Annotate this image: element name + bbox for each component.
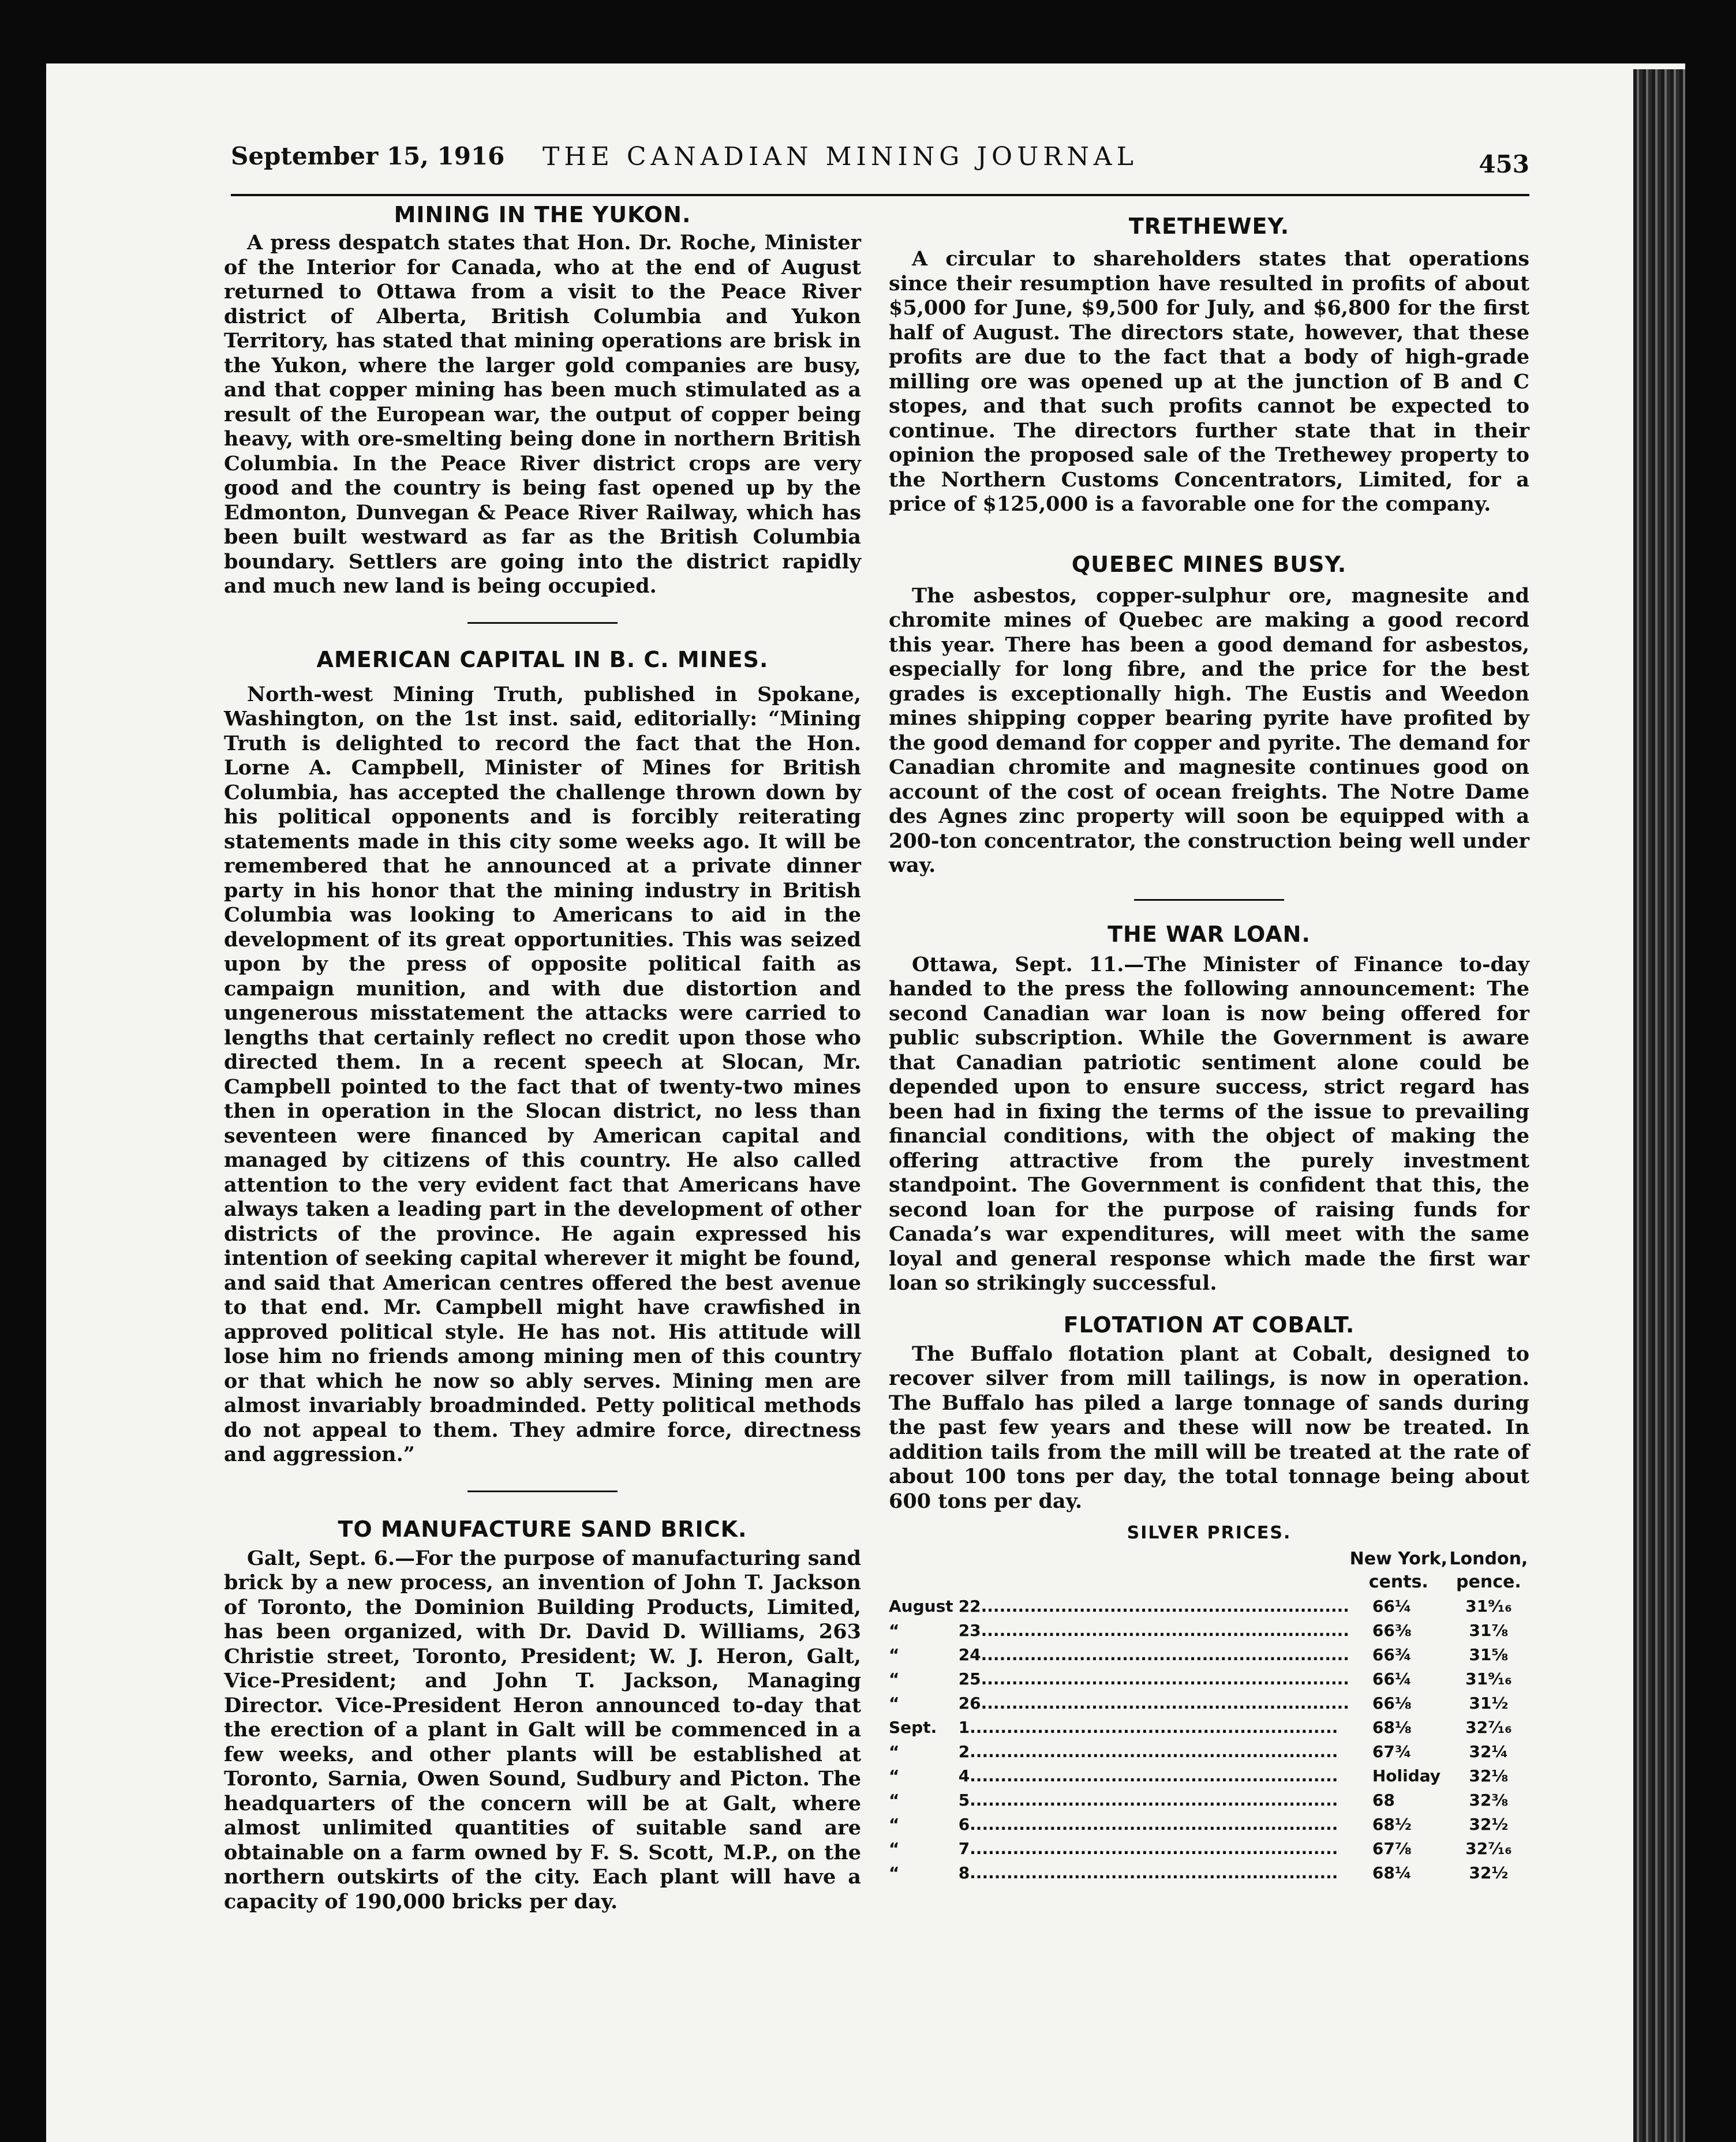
article-separator [467,1491,618,1492]
dot-leader: ............................................................ [981,1669,1349,1688]
row-day: 8 [958,1863,970,1882]
article-body-flotation: The Buffalo flotation plant at Cobalt, designed to recover silver from mill tailings, is now in operation. The Buffalo has piled a large tonnage of sands during the past few years and these will now be treated. In addition tails from the mill will be treated at the rate of about 100 tons per day, the total tonnage being about 600 tons per day. [889,1342,1529,1513]
column-header-london [1448,1548,1529,1594]
row-month: “ [889,1790,900,1810]
row-london-price: 32¼ [1469,1742,1509,1761]
running-header [231,137,1529,178]
row-london-price: 31⁹⁄₁₆ [1465,1596,1512,1616]
article-title-yukon: MINING IN THE YUKON. [394,202,691,227]
row-new-york-price: 68½ [1372,1814,1412,1834]
row-day: 2 [958,1742,970,1761]
row-london-price: 32½ [1469,1863,1509,1882]
article-title-trethewey: TRETHEWEY. [1128,214,1290,239]
article-body-american-capital: North-west Mining Truth, published in Spokane, Washington, on the 1st inst. said, editorially: “Mining Truth is delighted to record the fact that the Hon. Lorne A. Campbell, Minister of Mines for British Columbia, has accepted the challenge thrown down by his political opponents and is forcibly reiterating statements made in this city some weeks ago. It will be remembered that he announced at a private dinner party in his honor that the mining industry in British Columbia was looking to Americans to aid in the development of its great opportunities. This was seized upon by the press of opposite political faith as campaign munition, and with due distortion and ungenerous misstatement the attacks were carried to lengths that certainly reflect no credit upon those who directed them. In a recent speech at Slocan, Mr. Campbell pointed to the fact that of twenty-two mines then in operation in the Slocan district, no less than seventeen were financed by American capital and managed by citizens of this country. He also called attention to the very evident fact that Americans have always taken a leading part in the development of other districts of the province. He again expressed his intention of seeking capital wherever it might be found, and said that American centres offered the best avenue to that end. Mr. Campbell might have crawfished in approved political style. He has not. His attitude will lose him no friends among mining men of this country or that which he now so ably serves. Mining men are almost invariably broadminded. Petty political methods do not appeal to them. They admire force, directness and aggression.” [224,682,861,1466]
row-new-york-price: 66⅛ [1372,1693,1412,1713]
journal-title: THE CANADIAN MINING JOURNAL [542,142,1138,171]
row-new-york-price: 68⅛ [1372,1717,1412,1737]
article-body-quebec: The asbestos, copper-sulphur ore, magnesite and chromite mines of Quebec are making a good record this year. There has been a good demand for asbestos, especially for long fibre, and the price for the best grades is exceptionally high. The Eustis and Weedon mines shipping copper bearing pyrite have profited by the good demand for copper and pyrite. The demand for Canadian chromite and magnesite continues good on account of the cost of ocean freights. The Notre Dame des Agnes zinc property will soon be equipped with a 200-ton concentrator, the construction being well under way. [889,583,1529,877]
row-month: “ [889,1620,900,1640]
row-month: “ [889,1766,900,1785]
row-month: “ [889,1693,900,1713]
silver-prices-section [889,1523,1529,1885]
silver-prices-title: SILVER PRICES. [1127,1523,1292,1543]
article-body-trethewey: A circular to shareholders states that operations since their resumption have resulted in profits of about $5,000 for June, $9,500 for July, and $6,800 for the first half of August. The directors state, however, that these profits are due to the fact that a body of high-grade milling ore was opened up at the junction of B and C stopes, and that such profits cannot be expected to continue. The directors further state that in their opinion the proposed sale of the Trethewey property to the Northern Customs Concentrators, Limited, for a price of $125,000 is a favorable one for the company. [889,247,1529,516]
row-london-price: 31½ [1469,1693,1509,1713]
row-day: 5 [958,1790,970,1810]
table-row [889,1691,1529,1715]
article-separator [467,622,618,624]
row-new-york-price: 67¾ [1372,1742,1412,1761]
dot-leader: ............................................................ [970,1863,1338,1882]
table-row [889,1594,1529,1618]
row-month: “ [889,1814,900,1834]
right-column [889,214,1529,1885]
row-london-price: 31⅝ [1469,1645,1509,1664]
book-gutter [1633,69,1685,2142]
row-new-york-price: 66¼ [1372,1596,1412,1616]
table-row [889,1667,1529,1691]
dot-leader: ............................................................ [970,1717,1338,1737]
dot-leader: ............................................................ [970,1766,1338,1785]
row-new-york-price: 68¼ [1372,1863,1412,1882]
dot-leader: ............................................................ [970,1742,1338,1761]
row-day: 23 [958,1620,981,1640]
table-row [889,1715,1529,1739]
row-month: August [889,1596,953,1616]
row-day: 24 [958,1645,981,1664]
article-title-quebec: QUEBEC MINES BUSY. [1071,551,1347,577]
row-day: 6 [958,1814,970,1834]
article-body-yukon: A press despatch states that Hon. Dr. Roche, Minister of the Interior for Canada, who at the end of August returned to Ottawa from a visit to the Peace River district of Alberta, British Columbia and Yukon Territory, has stated that mining operations are brisk in the Yukon, where the larger gold companies are busy, and that copper mining has been much stimulated as a result of the European war, the output of copper being heavy, with ore-smelting being done in northern British Columbia. In the Peace River district crops are very good and the country is being fast opened up by the Edmonton, Dunvegan & Peace River Railway, which has been built westward as far as the British Columbia boundary. Settlers are going into the district rapidly and much new land is being occupied. [224,231,861,598]
left-column [224,202,861,1914]
article-title-flotation: FLOTATION AT COBALT. [1063,1312,1355,1338]
dot-leader: ............................................................ [981,1620,1349,1640]
dot-leader: ............................................................ [970,1790,1338,1810]
row-new-york-price: Holiday [1372,1766,1441,1785]
row-london-price: 32½ [1469,1814,1509,1834]
row-day: 25 [958,1669,981,1688]
table-row [889,1812,1529,1836]
column-header-new-york-line2: cents. [1368,1572,1428,1592]
column-header-new-york-line1: New York, [1349,1549,1447,1569]
row-month: “ [889,1645,900,1664]
row-london-price: 31⅞ [1469,1620,1509,1640]
table-row [889,1860,1529,1885]
row-month: “ [889,1863,900,1882]
article-body-sand-brick: Galt, Sept. 6.—For the purpose of manufacturing sand brick by a new process, an invention of John T. Jackson of Toronto, the Dominion Building Products, Limited, has been organized, with Dr. David D. Williams, 263 Christie street, Toronto, President; W. J. Heron, Galt, Vice-President; and John T. Jackson, Managing Director. Vice-President Heron announced to-day that the erection of a plant in Galt will be commenced in a few weeks, and other plants will be established at Toronto, Sarnia, Owen Sound, Sudbury and Picton. The headquarters of the concern will be at Galt, where almost unlimited quantities of suitable sand are obtainable on a farm owned by F. S. Scott, M.P., on the northern outskirts of the city. Each plant will have a capacity of 190,000 bricks per day. [224,1546,861,1913]
row-month: Sept. [889,1717,937,1737]
column-header-new-york [1349,1548,1448,1594]
row-day: 26 [958,1693,981,1713]
page-number: 453 [1479,150,1529,178]
table-row [889,1836,1529,1860]
table-row [889,1739,1529,1763]
dot-leader: ............................................................ [970,1814,1338,1834]
issue-date: September 15, 1916 [231,142,505,170]
row-london-price: 32⁷⁄₁₆ [1465,1838,1512,1858]
table-row [889,1788,1529,1812]
row-new-york-price: 66¼ [1372,1669,1412,1688]
row-new-york-price: 66⅜ [1372,1620,1412,1640]
row-new-york-price: 67⅞ [1372,1838,1412,1858]
dot-leader: ............................................................ [981,1693,1349,1713]
row-london-price: 32⅛ [1469,1766,1509,1785]
article-title-american-capital: AMERICAN CAPITAL IN B. C. MINES. [316,646,769,672]
row-month: “ [889,1838,900,1858]
column-header-london-line2: pence. [1456,1572,1521,1592]
article-title-sand-brick: TO MANUFACTURE SAND BRICK. [338,1516,747,1542]
header-rule [231,194,1529,196]
row-month: “ [889,1669,900,1688]
row-month: “ [889,1742,900,1761]
silver-prices-table [889,1548,1529,1885]
row-london-price: 32⅜ [1469,1790,1509,1810]
table-row [889,1642,1529,1667]
row-new-york-price: 66¾ [1372,1645,1412,1664]
dot-leader: ............................................................ [981,1645,1349,1664]
table-row [889,1763,1529,1788]
row-new-york-price: 68 [1372,1790,1395,1810]
article-body-war-loan: Ottawa, Sept. 11.—The Minister of Finance to-day handed to the press the following announcement: The second Canadian war loan is now being offered for public subscription. While the Government is aware that Canadian patriotic sentiment alone could be depended upon to ensure success, strict regard has been had in fixing the terms of the issue to prevailing financial conditions, with the object of making the offering attractive from the purely investment standpoint. The Government is confident that this, the second loan for the purpose of raising funds for Canada’s war expenditures, will meet with the same loyal and general response which made the first war loan so strikingly successful. [889,952,1529,1295]
article-separator [1134,899,1284,901]
row-day: 4 [958,1766,970,1785]
article-title-war-loan: THE WAR LOAN. [1108,921,1311,947]
column-header-london-line1: London, [1449,1549,1528,1569]
row-london-price: 32⁷⁄₁₆ [1465,1717,1512,1737]
dot-leader: ............................................................ [970,1838,1338,1858]
row-day: 7 [958,1838,970,1858]
row-day: 22 [958,1596,981,1616]
dot-leader: ............................................................ [981,1596,1349,1616]
row-london-price: 31⁹⁄₁₆ [1465,1669,1512,1688]
row-day: 1 [958,1717,970,1737]
table-row [889,1618,1529,1642]
